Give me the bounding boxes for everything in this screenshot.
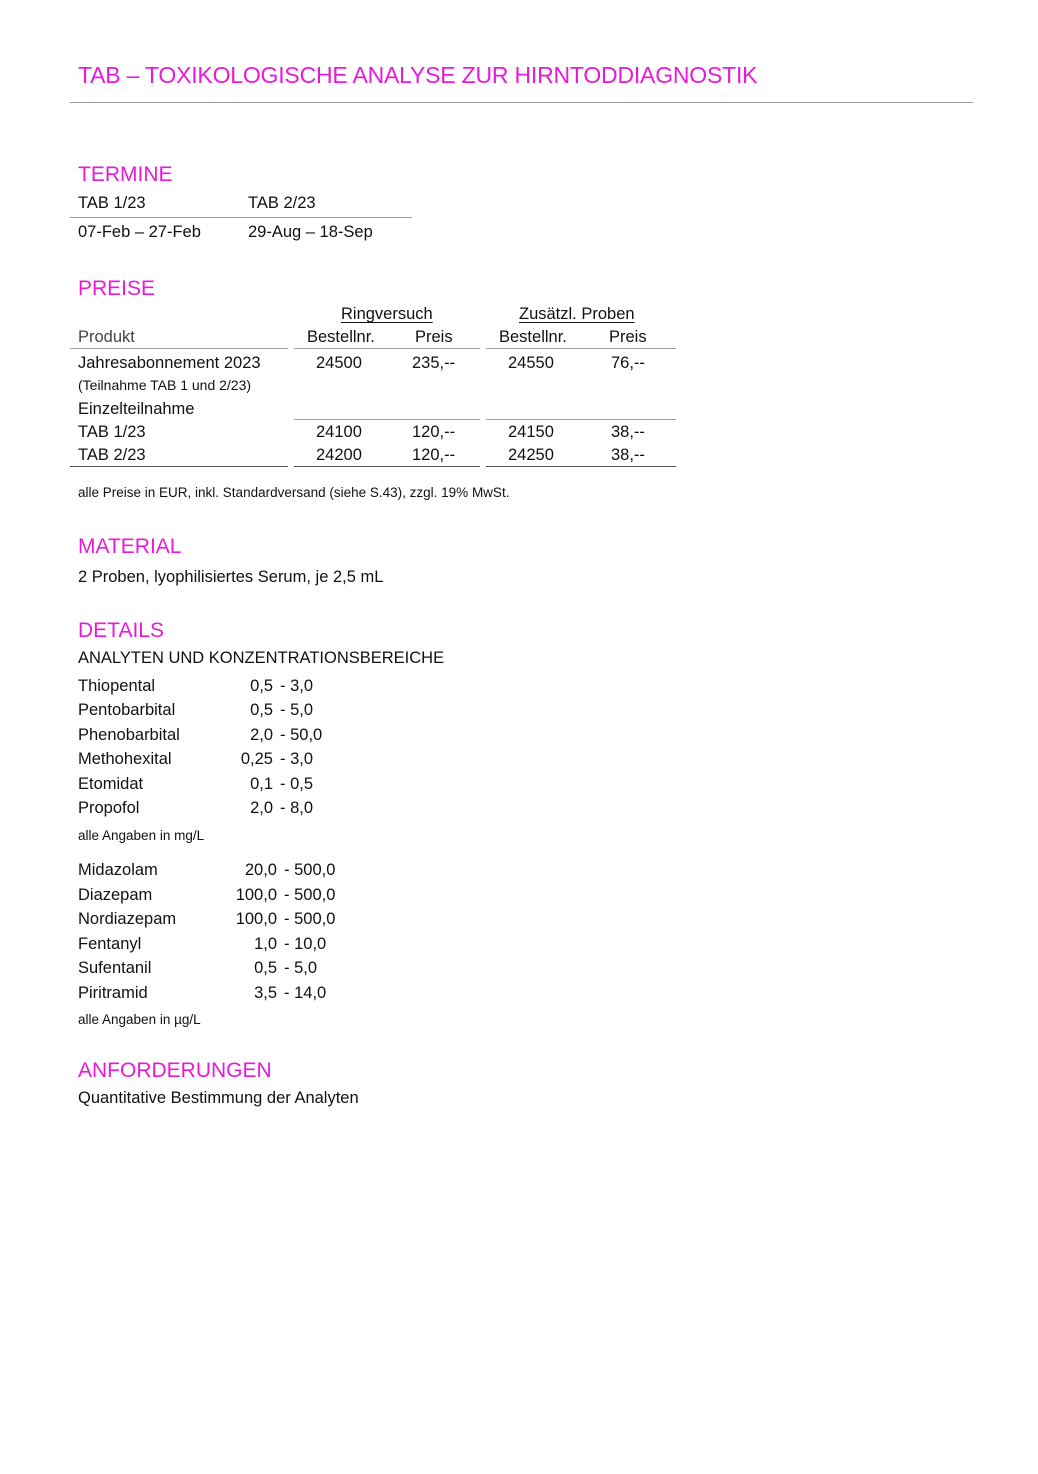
analyte-etomidat-low: 0,1: [250, 775, 273, 793]
group1-unit-note: alle Angaben in mg/L: [78, 828, 205, 843]
title-divider: [70, 102, 973, 103]
termine-round-1-name: TAB 1/23: [78, 194, 146, 212]
termine-divider: [70, 217, 412, 218]
analyte-fentanyl-range: - 10,0: [284, 935, 327, 953]
preis-row-jahresabo-produkt: Jahresabonnement 2023: [78, 354, 261, 372]
preise-bottom-divider-ringversuch: [294, 466, 480, 467]
einzelteilnahme-label: Einzelteilnahme: [78, 400, 195, 418]
analyte-piritramid-low: 3,5: [254, 984, 277, 1002]
col-ringversuch-preis: Preis: [415, 328, 453, 346]
termine-heading: TERMINE: [78, 163, 173, 186]
analyte-diazepam-low: 100,0: [235, 886, 277, 904]
preis-row-tab2-zus-preis: 38,--: [611, 446, 645, 464]
analyte-propofol-range: - 8,0: [280, 799, 314, 817]
preise-header-divider-produkt: [70, 348, 288, 349]
analyte-phenobarbital-high: 50,0: [290, 726, 323, 744]
details-heading: DETAILS: [78, 619, 164, 642]
preis-row-jahresabo-zus-nr: 24550: [508, 354, 554, 372]
preis-row-jahresabo-note: (Teilnahme TAB 1 und 2/23): [78, 377, 252, 393]
analyte-etomidat-range: - 0,5: [280, 775, 314, 793]
analyte-nordiazepam-high: 500,0: [294, 910, 336, 928]
preise-footnote: alle Preise in EUR, inkl. Standardversand (siehe S.43), zzgl. 19% MwSt.: [78, 485, 510, 500]
analyte-pentobarbital-high: 5,0: [290, 701, 314, 719]
preis-row-tab1-ring-preis: 120,--: [412, 423, 456, 441]
analyte-nordiazepam-low: 100,0: [235, 910, 277, 928]
col-ringversuch-bestellnr: Bestellnr.: [307, 328, 375, 346]
analyte-fentanyl-low: 1,0: [254, 935, 277, 953]
analyte-propofol-high: 8,0: [290, 799, 314, 817]
analyte-pentobarbital-low: 0,5: [250, 701, 273, 719]
analyte-fentanyl-high: 10,0: [294, 935, 327, 953]
analyte-pentobarbital-range: - 5,0: [280, 701, 314, 719]
col-zusaetzl-bestellnr: Bestellnr.: [499, 328, 567, 346]
analyte-methohexital-high: 3,0: [290, 750, 314, 768]
analyte-diazepam-range: - 500,0: [284, 886, 336, 904]
analyte-diazepam-high: 500,0: [294, 886, 336, 904]
analyte-piritramid-name: Piritramid: [78, 984, 148, 1002]
analyte-phenobarbital-range: - 50,0: [280, 726, 323, 744]
material-text: 2 Proben, lyophilisiertes Serum, je 2,5 mL: [78, 568, 384, 586]
analyte-propofol-low: 2,0: [250, 799, 273, 817]
preise-bottom-divider-produkt: [70, 466, 288, 467]
analyte-midazolam-name: Midazolam: [78, 861, 158, 879]
group2-unit-note: alle Angaben in µg/L: [78, 1012, 201, 1027]
preis-row-tab2-produkt: TAB 2/23: [78, 446, 146, 464]
preise-heading: PREISE: [78, 277, 156, 300]
preis-row-jahresabo-ring-nr: 24500: [316, 354, 362, 372]
termine-round-2-name: TAB 2/23: [248, 194, 316, 212]
analyte-nordiazepam-range: - 500,0: [284, 910, 336, 928]
preis-row-tab1-ring-nr: 24100: [316, 423, 362, 441]
preise-bottom-divider-zusaetzl: [486, 466, 676, 467]
analyte-etomidat-name: Etomidat: [78, 775, 144, 793]
preise-header-divider-ringversuch: [294, 348, 480, 349]
termine-round-1-dates: 07-Feb – 27-Feb: [78, 223, 201, 241]
analyte-methohexital-range: - 3,0: [280, 750, 314, 768]
analyte-propofol-name: Propofol: [78, 799, 140, 817]
analyte-etomidat-high: 0,5: [290, 775, 314, 793]
analyte-phenobarbital-low: 2,0: [250, 726, 273, 744]
analyte-phenobarbital-name: Phenobarbital: [78, 726, 180, 744]
preis-row-tab1-produkt: TAB 1/23: [78, 423, 146, 441]
analyte-thiopental-low: 0,5: [250, 677, 273, 695]
analyte-midazolam-range: - 500,0: [284, 861, 336, 879]
analyte-nordiazepam-name: Nordiazepam: [78, 910, 177, 928]
details-subheading: ANALYTEN UND KONZENTRATIONSBEREICHE: [78, 649, 445, 667]
preis-row-jahresabo-ring-preis: 235,--: [412, 354, 456, 372]
analyte-methohexital-low: 0,25: [240, 750, 273, 768]
analyte-piritramid-high: 14,0: [294, 984, 327, 1002]
preise-mid-divider-ringversuch: [294, 419, 480, 420]
analyte-sufentanil-name: Sufentanil: [78, 959, 152, 977]
analyte-midazolam-low: 20,0: [244, 861, 277, 879]
analyte-midazolam-high: 500,0: [294, 861, 336, 879]
analyte-pentobarbital-name: Pentobarbital: [78, 701, 176, 719]
analyte-sufentanil-high: 5,0: [294, 959, 318, 977]
material-heading: MATERIAL: [78, 535, 182, 558]
analyte-fentanyl-name: Fentanyl: [78, 935, 142, 953]
col-zusaetzl-preis: Preis: [609, 328, 647, 346]
group-zusaetzl-proben: Zusätzl. Proben: [519, 305, 635, 323]
termine-round-2-dates: 29-Aug – 18-Sep: [248, 223, 373, 241]
preise-header-divider-zusaetzl: [486, 348, 676, 349]
analyte-methohexital-name: Methohexital: [78, 750, 172, 768]
analyte-sufentanil-low: 0,5: [254, 959, 277, 977]
col-produkt: Produkt: [78, 328, 135, 346]
preis-row-tab1-zus-preis: 38,--: [611, 423, 645, 441]
analyte-thiopental-high: 3,0: [290, 677, 314, 695]
anforderungen-text: Quantitative Bestimmung der Analyten: [78, 1089, 359, 1107]
preis-row-jahresabo-zus-preis: 76,--: [611, 354, 645, 372]
analyte-sufentanil-range: - 5,0: [284, 959, 318, 977]
preis-row-tab2-ring-nr: 24200: [316, 446, 362, 464]
preise-mid-divider-zusaetzl: [486, 419, 676, 420]
group-ringversuch: Ringversuch: [341, 305, 433, 323]
anforderungen-heading: ANFORDERUNGEN: [78, 1059, 272, 1082]
preis-row-tab2-ring-preis: 120,--: [412, 446, 456, 464]
analyte-thiopental-name: Thiopental: [78, 677, 156, 695]
preis-row-tab1-zus-nr: 24150: [508, 423, 554, 441]
preis-row-tab2-zus-nr: 24250: [508, 446, 554, 464]
analyte-diazepam-name: Diazepam: [78, 886, 153, 904]
page-title: TAB – TOXIKOLOGISCHE ANALYSE ZUR HIRNTODDIAGNOSTIK: [78, 62, 758, 88]
analyte-piritramid-range: - 14,0: [284, 984, 327, 1002]
analyte-thiopental-range: - 3,0: [280, 677, 314, 695]
